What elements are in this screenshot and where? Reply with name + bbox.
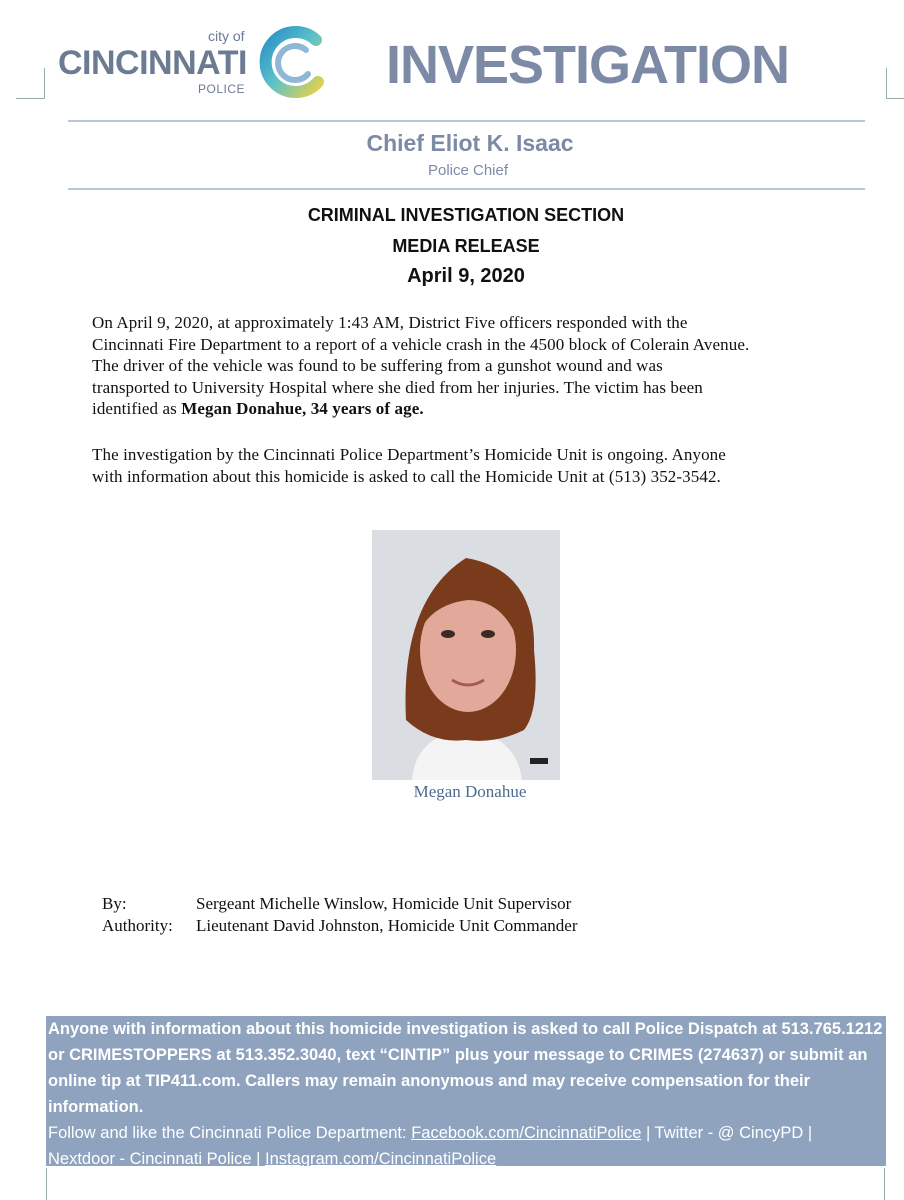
footer-tip-line: online tip at TIP411.com. Callers may remain anonymous and may receive compensation for their bbox=[48, 1072, 810, 1090]
twitter-text: | Twitter - @ CincyPD | bbox=[641, 1124, 813, 1142]
footer-tip-line: Anyone with information about this homicide investigation is asked to call Police Dispatch at 513.765.1212 bbox=[48, 1020, 883, 1038]
byline-by bbox=[102, 894, 571, 914]
byline-authority bbox=[102, 916, 578, 936]
investigation-paragraph bbox=[92, 444, 852, 487]
incident-line: transported to University Hospital where she died from her injuries. The victim has been bbox=[92, 377, 703, 397]
footer-tip-line: or CRIMESTOPPERS at 513.352.3040, text “CINTIP” plus your message to CRIMES (274637) or submit an bbox=[48, 1046, 868, 1064]
logo-city-name: CINCINNATI bbox=[58, 44, 247, 82]
victim-prefix: identified as bbox=[92, 399, 182, 418]
header-rule-top bbox=[68, 120, 865, 122]
byline-by-label: By: bbox=[102, 894, 127, 913]
facebook-link[interactable]: Facebook.com/CincinnatiPolice bbox=[411, 1124, 642, 1142]
byline-authority-value: Lieutenant David Johnston, Homicide Unit Commander bbox=[196, 916, 578, 935]
victim-photo bbox=[372, 530, 560, 780]
logo-c-swirl-icon bbox=[254, 24, 328, 100]
crop-mark-top-right bbox=[886, 68, 904, 99]
footer-social-line bbox=[48, 1120, 884, 1146]
section-title: CRIMINAL INVESTIGATION SECTION bbox=[307, 205, 625, 225]
investigation-line: The investigation by the Cincinnati Police Department’s Homicide Unit is ongoing. Anyone bbox=[92, 445, 726, 464]
tip-footer bbox=[46, 1016, 886, 1166]
incident-line bbox=[92, 398, 852, 420]
crop-mark-bottom-right bbox=[884, 1168, 886, 1200]
byline-by-value: Sergeant Michelle Winslow, Homicide Unit Supervisor bbox=[196, 894, 572, 913]
footer-social-line bbox=[48, 1146, 884, 1172]
incident-paragraph bbox=[92, 312, 852, 420]
victim-portrait-image bbox=[372, 530, 560, 780]
header-rule-bottom bbox=[68, 188, 865, 190]
incident-line: Cincinnati Fire Department to a report of a vehicle crash in the 4500 block of Colerain Avenue. bbox=[92, 334, 750, 354]
photo-caption: Megan Donahue bbox=[413, 782, 527, 801]
release-date: April 9, 2020 bbox=[407, 265, 525, 287]
logo-police: POLICE bbox=[198, 82, 246, 96]
nextdoor-text: Nextdoor - Cincinnati Police | bbox=[48, 1150, 266, 1168]
crop-mark-bottom-left bbox=[46, 1168, 48, 1200]
crop-mark-top-left bbox=[16, 68, 45, 99]
incident-line: The driver of the vehicle was found to be suffering from a gunshot wound and was bbox=[92, 356, 663, 375]
instagram-link[interactable]: Instagram.com/CincinnatiPolice bbox=[265, 1150, 497, 1168]
byline-authority-label: Authority: bbox=[102, 916, 173, 935]
victim-identity: Megan Donahue, 34 years of age. bbox=[181, 399, 424, 418]
incident-line: On April 9, 2020, at approximately 1:43 AM, District Five officers responded with the bbox=[92, 313, 688, 332]
logo-city-of: city of bbox=[208, 28, 245, 44]
chief-title: Police Chief bbox=[427, 162, 509, 179]
cincinnati-police-logo bbox=[58, 24, 338, 104]
release-type: MEDIA RELEASE bbox=[392, 236, 540, 256]
investigation-line: with information about this homicide is asked to call the Homicide Unit at (513) 352-3542. bbox=[92, 466, 721, 486]
footer-tip-line: information. bbox=[48, 1098, 144, 1116]
follow-prefix: Follow and like the Cincinnati Police Department: bbox=[48, 1124, 412, 1142]
investigation-headline: INVESTIGATION bbox=[386, 35, 790, 95]
chief-name: Chief Eliot K. Isaac bbox=[366, 130, 574, 156]
